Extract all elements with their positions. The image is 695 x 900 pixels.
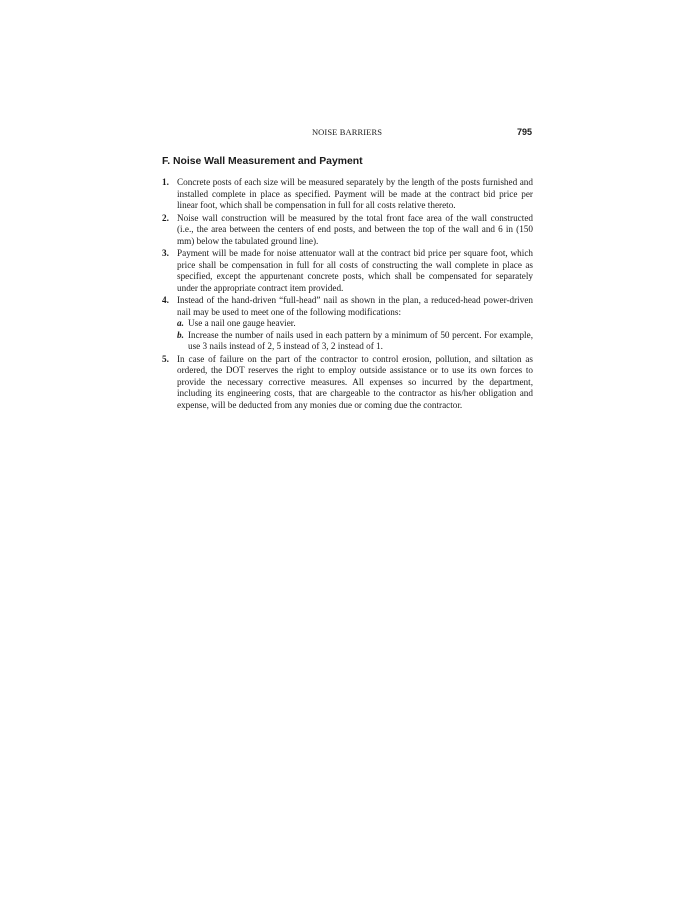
item-number: 3. <box>162 248 169 258</box>
item-text: In case of failure on the part of the contractor to control erosion, pollution, and siltation as ordered, the DOT reserves the right to employ outside assistance or to use its own forces to provide the necessary corrective measures. All expenses so incurred by the department, including its engineering costs, that are chargeable to the contractor as his/her obligation and expense, will be deducted from any monies due or coming due the contractor. <box>177 353 533 410</box>
list-item <box>162 354 533 412</box>
running-title: NOISE BARRIERS <box>311 127 383 137</box>
list-item <box>162 213 533 248</box>
sub-item <box>177 330 533 353</box>
item-number: 1. <box>162 177 169 187</box>
item-number: 4. <box>162 295 169 305</box>
page-number: 795 <box>516 127 532 137</box>
sub-item-marker: a. <box>177 318 184 328</box>
list-item <box>162 177 533 212</box>
sub-item-marker: b. <box>177 329 184 340</box>
page-header <box>162 127 532 139</box>
sub-item-text: Use a nail one gauge heavier. <box>188 318 296 328</box>
sub-item-text: Increase the number of nails used in each pattern by a minimum of 50 percent. For example, use 3 nails instead of 2, 5 instead of 3, 2 instead of 1. <box>188 329 533 351</box>
list-item <box>162 248 533 294</box>
sub-item <box>177 318 533 330</box>
item-number: 2. <box>162 212 169 223</box>
item-text: Concrete posts of each size will be measured separately by the length of the posts furnished and installed complete in place as specified. Payment will be made at the contract bid price per linear foot, which shall be compensation in full for all costs relative thereto. <box>177 177 533 210</box>
item-text: Instead of the hand-driven “full-head” nail as shown in the plan, a reduced-head power-driven nail may be used to meet one of the following modifications: <box>177 295 533 317</box>
section-heading: F. Noise Wall Measurement and Payment <box>162 156 363 167</box>
numbered-list <box>162 177 533 412</box>
list-item <box>162 295 533 353</box>
item-text: Noise wall construction will be measured by the total front face area of the wall constructed (i.e., the area between the centers of end posts, and between the top of the wall and 6 in (150 mm) below the tabulated ground line). <box>177 212 533 246</box>
item-text: Payment will be made for noise attenuator wall at the contract bid price per square foot, which price shall be compensation in full for all costs of constructing the wall complete in place as specified, except the appurtenant concrete posts, which shall be compensated for separately under the appropriate contract item provided. <box>177 248 533 293</box>
item-number: 5. <box>162 353 169 364</box>
